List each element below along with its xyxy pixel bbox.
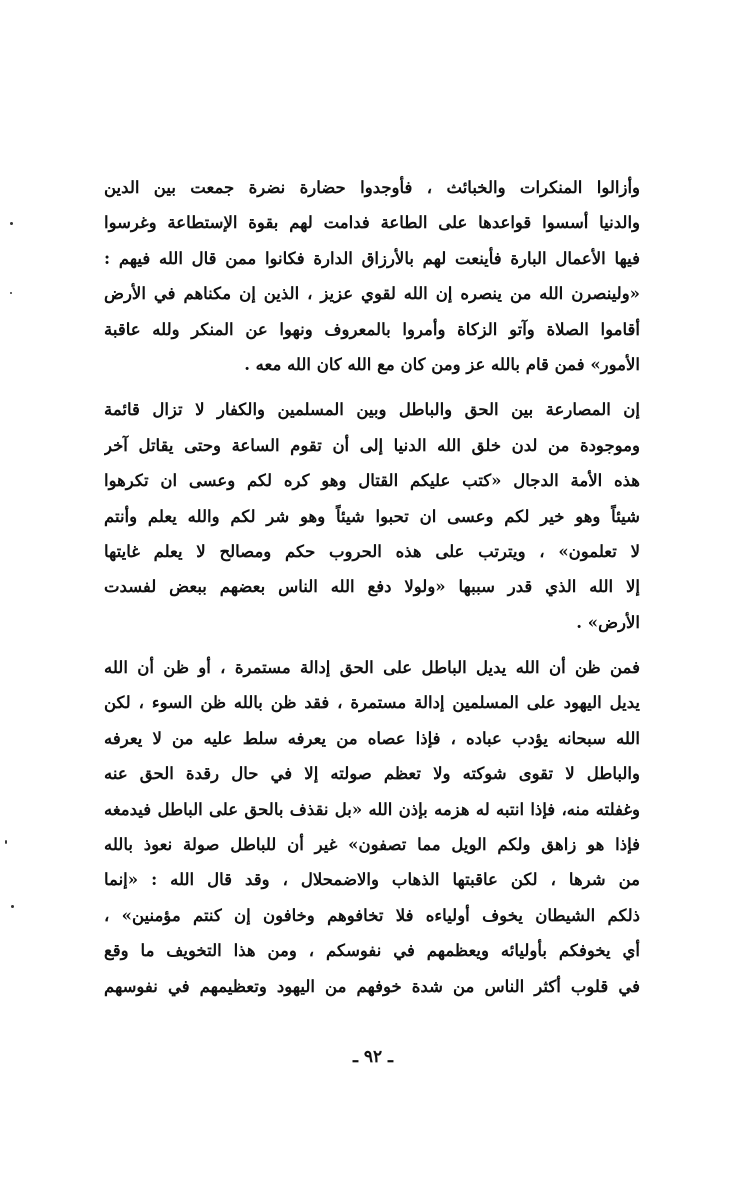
text-line: والباطل لا تقوى شوكته ولا تعظم صولته إلا في حال رقدة الحق عنه bbox=[104, 764, 640, 784]
text-line: وموجودة من لدن خلق الله الدنيا إلى أن تقوم الساعة وحتى يقاتل آخر bbox=[104, 435, 640, 455]
scan-speck bbox=[10, 292, 12, 294]
text-line: في قلوب أكثر الناس من شدة خوفهم من اليهود وتعظيمهم في نفوسهم bbox=[104, 976, 640, 996]
paragraph-1 bbox=[104, 170, 640, 382]
text-line: فإذا هو زاهق ولكم الويل مما تصفون» غير أن للباطل صولة نعوذ بالله bbox=[104, 835, 640, 855]
paragraph-gap bbox=[104, 640, 640, 650]
body-text bbox=[104, 170, 640, 1004]
text-line: وغفلته منه، فإذا انتبه له هزمه بإذن الله «بل نقذف بالحق على الباطل فيدمغه bbox=[104, 799, 640, 819]
text-line: «ولينصرن الله من ينصره إن الله لقوي عزيز ، الذين إن مكناهم في الأرض bbox=[104, 284, 640, 304]
text-line: هذه الأمة الدجال «كتب عليكم القتال وهو كره لكم وعسى ان تكرهوا bbox=[104, 471, 640, 491]
text-line: إلا الله الذي قدر سببها «ولولا دفع الله الناس بعضهم ببعض لفسدت bbox=[104, 577, 640, 597]
paragraph-3 bbox=[104, 650, 640, 1004]
paragraph-2 bbox=[104, 392, 640, 640]
text-line: أي يخوفكم بأوليائه ويعظمهم في نفوسكم ، ومن هذا التخويف ما وقع bbox=[104, 941, 640, 961]
text-line: الأمور» فمن قام بالله عز ومن كان مع الله كان الله معه . bbox=[244, 354, 640, 374]
text-line: من شرها ، لكن عاقبتها الذهاب والاضمحلال ، وقد قال الله : «إنما bbox=[104, 870, 640, 890]
paragraph-gap bbox=[104, 382, 640, 392]
page-number: ـ ٩٢ ـ bbox=[352, 1047, 394, 1067]
text-line: إن المصارعة بين الحق والباطل وبين المسلمين والكفار لا تزال قائمة bbox=[104, 400, 640, 420]
text-line: لا تعلمون» ، ويترتب على هذه الحروب حكم ومصالح لا يعلم غايتها bbox=[104, 541, 640, 561]
scan-speck bbox=[11, 905, 14, 908]
text-line: شيئاً وهو خير لكم وعسى ان تحبوا شيئاً وهو شر لكم والله يعلم وأنتم bbox=[104, 506, 640, 526]
scan-speck bbox=[10, 222, 13, 225]
text-line: والدنيا أسسوا قواعدها على الطاعة فدامت لهم بقوة الإستطاعة وغرسوا bbox=[104, 213, 640, 233]
text-line: ذلكم الشيطان يخوف أولياءه فلا تخافوهم وخافون إن كنتم مؤمنين» ، bbox=[104, 905, 640, 925]
text-line: وأزالوا المنكرات والخبائث ، فأوجدوا حضارة نضرة جمعت بين الدين bbox=[104, 178, 640, 197]
text-line: فمن ظن أن الله يديل الباطل على الحق إدالة مستمرة ، أو ظن أن الله bbox=[104, 658, 640, 678]
scan-speck bbox=[5, 840, 7, 844]
text-line: الله سبحانه يؤدب عباده ، فإذا عصاه من يعرفه سلط عليه من لا يعرفه bbox=[104, 728, 640, 748]
text-line: فيها الأعمال البارة فأينعت لهم بالأرزاق الدارة فكانوا ممن قال الله فيهم : bbox=[104, 248, 640, 268]
text-line: أقاموا الصلاة وآتو الزكاة وأمروا بالمعروف ونهوا عن المنكر ولله عاقبة bbox=[104, 319, 640, 339]
text-line: يديل اليهود على المسلمين إدالة مستمرة ، فقد ظن بالله ظن السوء ، لكن bbox=[104, 693, 640, 713]
text-line: الأرض» . bbox=[576, 612, 640, 632]
